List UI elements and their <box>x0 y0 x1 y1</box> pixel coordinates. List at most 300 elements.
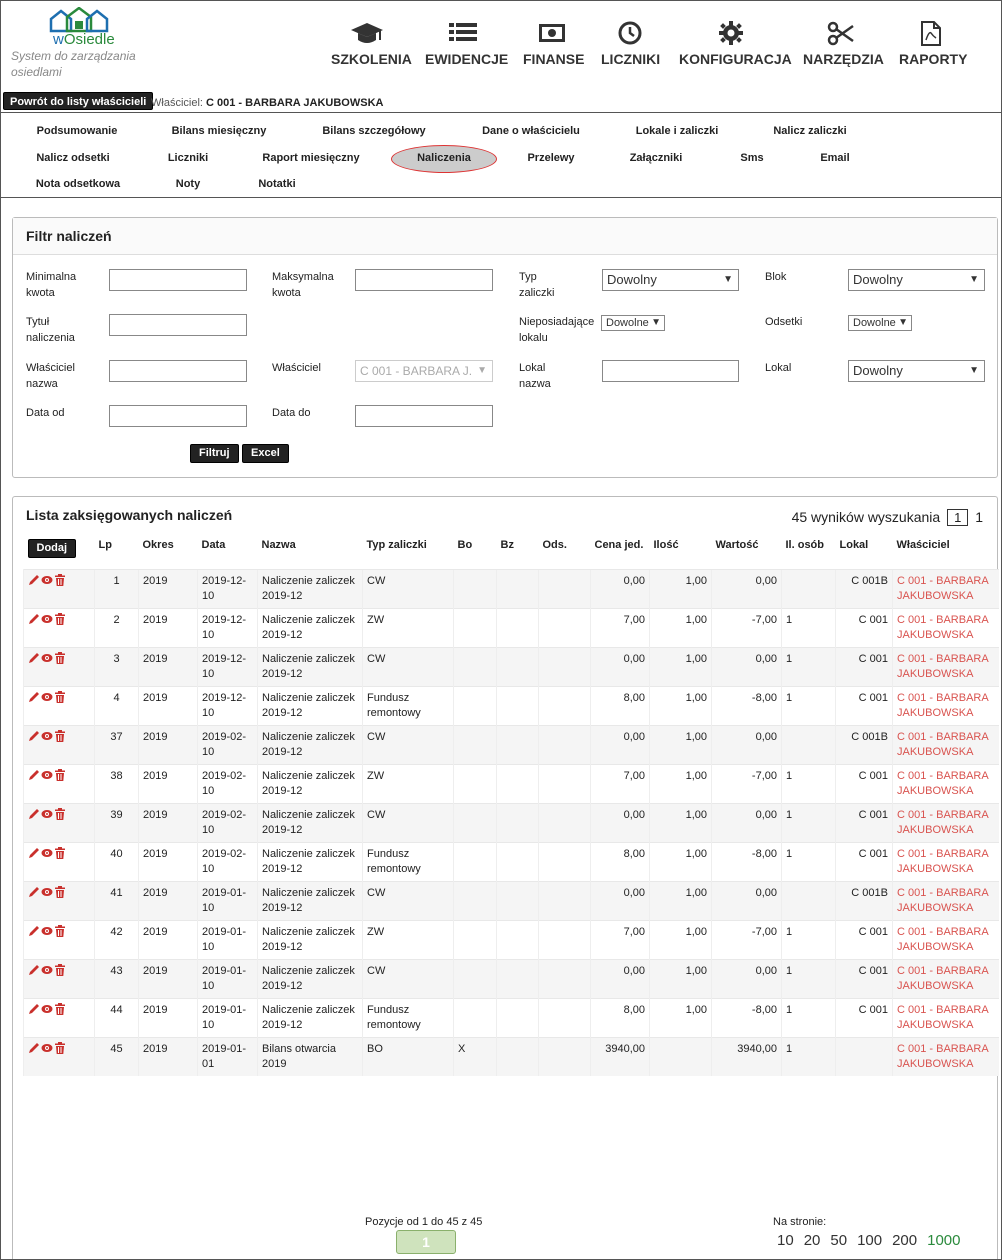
filter-panel <box>12 217 998 478</box>
cell-nazwa: Naliczenie zaliczek 2019-12 <box>258 608 363 647</box>
tab-sms[interactable]: Sms <box>740 152 764 164</box>
row-actions <box>24 725 95 764</box>
pdf-file-icon <box>920 21 942 47</box>
cell-il-osob <box>782 569 836 608</box>
row-actions <box>24 881 95 920</box>
cell-wlasciciel[interactable]: C 001 - BARBARA JAKUBOWSKA <box>893 959 1000 998</box>
cell-bo: X <box>454 1037 497 1076</box>
delete-trash-icon[interactable] <box>54 847 66 859</box>
gear-icon <box>718 21 744 47</box>
cell-bz <box>497 764 539 803</box>
owner-tabs <box>1 116 1001 198</box>
cell-wartosc: 0,00 <box>712 647 782 686</box>
cell-bo <box>454 959 497 998</box>
col-wartosc: Wartość <box>715 539 759 551</box>
edit-pencil-icon[interactable] <box>28 1042 40 1054</box>
delete-trash-icon[interactable] <box>54 886 66 898</box>
cell-ods <box>539 686 591 725</box>
col-bz: Bz <box>500 539 514 551</box>
cell-il-osob: 1 <box>782 647 836 686</box>
view-eye-icon[interactable] <box>41 964 53 976</box>
cell-lp: 3 <box>95 647 139 686</box>
tab-liczniki[interactable]: Liczniki <box>167 152 209 164</box>
chevron-down-icon: ▼ <box>969 365 979 376</box>
cell-ilosc: 1,00 <box>650 959 712 998</box>
title-input[interactable] <box>109 314 247 336</box>
view-eye-icon[interactable] <box>41 574 53 586</box>
table-row <box>24 686 1000 725</box>
cell-il-osob: 1 <box>782 998 836 1037</box>
cell-lp: 41 <box>95 881 139 920</box>
filter-button[interactable]: Filtruj <box>190 444 239 463</box>
delete-trash-icon[interactable] <box>54 964 66 976</box>
cell-typ: ZW <box>363 608 454 647</box>
tab-bilans-miesieczny[interactable]: Bilans miesięczny <box>171 125 267 137</box>
cell-lp: 44 <box>95 998 139 1037</box>
cell-okres: 2019 <box>139 725 198 764</box>
cell-okres: 2019 <box>139 764 198 803</box>
per-page-option-50[interactable]: 50 <box>830 1232 848 1249</box>
cell-il-osob: 1 <box>782 842 836 881</box>
view-eye-icon[interactable] <box>41 925 53 937</box>
max-amount-label: Maksymalna kwota <box>272 271 334 299</box>
list-title: Lista zaksięgowanych naliczeń <box>26 507 233 523</box>
edit-pencil-icon[interactable] <box>28 1003 40 1015</box>
nav-finanse[interactable]: FINANSE <box>523 21 581 67</box>
cell-okres: 2019 <box>139 569 198 608</box>
cell-bz <box>497 725 539 764</box>
tab-email[interactable]: Email <box>820 152 850 164</box>
cell-wartosc: 3940,00 <box>712 1037 782 1076</box>
cell-okres: 2019 <box>139 608 198 647</box>
cell-wlasciciel[interactable]: C 001 - BARBARA JAKUBOWSKA <box>893 647 1000 686</box>
tab-nalicz-zaliczki[interactable]: Nalicz zaliczki <box>773 125 847 137</box>
cell-il-osob: 1 <box>782 764 836 803</box>
row-actions <box>24 608 95 647</box>
col-data: Data <box>201 539 226 551</box>
col-ilosc: Ilość <box>653 539 679 551</box>
cell-il-osob: 1 <box>782 686 836 725</box>
delete-trash-icon[interactable] <box>54 769 66 781</box>
per-page-option-100[interactable]: 100 <box>857 1232 883 1249</box>
cell-il-osob: 1 <box>782 803 836 842</box>
cell-bo <box>454 608 497 647</box>
cell-lp: 4 <box>95 686 139 725</box>
view-eye-icon[interactable] <box>41 730 53 742</box>
cell-wlasciciel[interactable]: C 001 - BARBARA JAKUBOWSKA <box>893 881 1000 920</box>
col-lokal: Lokal <box>839 539 869 551</box>
cell-ilosc <box>650 1037 712 1076</box>
cell-typ: CW <box>363 959 454 998</box>
cell-lokal: C 001B <box>836 725 893 764</box>
table-row <box>24 608 1000 647</box>
cell-data: 2019-01-10 <box>198 959 258 998</box>
row-actions <box>24 686 95 725</box>
cell-cena: 0,00 <box>591 725 650 764</box>
results-info: 45 wyników wyszukania 1 1 <box>791 509 983 525</box>
table-row <box>24 1037 1000 1076</box>
table-row <box>24 803 1000 842</box>
cell-ilosc: 1,00 <box>650 920 712 959</box>
cell-typ: Fundusz remontowy <box>363 998 454 1037</box>
tab-naliczenia[interactable]: Naliczenia <box>391 147 503 169</box>
edit-pencil-icon[interactable] <box>28 769 40 781</box>
cell-cena: 0,00 <box>591 569 650 608</box>
delete-trash-icon[interactable] <box>54 1003 66 1015</box>
cell-wlasciciel[interactable]: C 001 - BARBARA JAKUBOWSKA <box>893 764 1000 803</box>
cell-nazwa: Bilans otwarcia 2019 <box>258 1037 363 1076</box>
cell-lp: 1 <box>95 569 139 608</box>
edit-pencil-icon[interactable] <box>28 847 40 859</box>
owner-name-label: Właściciel nazwa <box>26 362 75 390</box>
interest-select[interactable]: Dowolne ▼ <box>848 315 912 331</box>
cell-nazwa: Naliczenie zaliczek 2019-12 <box>258 842 363 881</box>
cell-bo <box>454 842 497 881</box>
view-eye-icon[interactable] <box>41 1003 53 1015</box>
delete-trash-icon[interactable] <box>54 613 66 625</box>
col-nazwa: Nazwa <box>261 539 296 551</box>
cell-nazwa: Naliczenie zaliczek 2019-12 <box>258 881 363 920</box>
cell-cena: 0,00 <box>591 881 650 920</box>
nav-szkolenia[interactable]: SZKOLENIA <box>331 21 403 67</box>
cell-ods <box>539 764 591 803</box>
cell-data: 2019-12-10 <box>198 569 258 608</box>
chevron-down-icon: ▼ <box>477 365 487 376</box>
cell-wartosc: 0,00 <box>712 569 782 608</box>
nav-ewidencje[interactable]: EWIDENCJE <box>425 21 501 67</box>
block-label: Blok <box>765 271 787 283</box>
cell-wlasciciel[interactable]: C 001 - BARBARA JAKUBOWSKA <box>893 920 1000 959</box>
cell-ods <box>539 920 591 959</box>
view-eye-icon[interactable] <box>41 1042 53 1054</box>
cell-nazwa: Naliczenie zaliczek 2019-12 <box>258 725 363 764</box>
cell-nazwa: Naliczenie zaliczek 2019-12 <box>258 764 363 803</box>
tab-bilans-szczegolowy[interactable]: Bilans szczegółowy <box>322 125 426 137</box>
title-label: Tytuł naliczenia <box>26 316 75 344</box>
cell-wlasciciel[interactable]: C 001 - BARBARA JAKUBOWSKA <box>893 998 1000 1037</box>
cell-okres: 2019 <box>139 959 198 998</box>
cell-nazwa: Naliczenie zaliczek 2019-12 <box>258 920 363 959</box>
cell-il-osob <box>782 881 836 920</box>
cell-lp: 43 <box>95 959 139 998</box>
owner-label: Właściciel <box>272 362 321 374</box>
cell-lokal: C 001B <box>836 881 893 920</box>
cell-wartosc: -7,00 <box>712 764 782 803</box>
cell-il-osob: 1 <box>782 608 836 647</box>
cell-typ: ZW <box>363 920 454 959</box>
chevron-down-icon: ▼ <box>898 317 908 328</box>
cell-bz <box>497 686 539 725</box>
owner-name-input[interactable] <box>109 360 247 382</box>
cell-bo <box>454 725 497 764</box>
cell-okres: 2019 <box>139 803 198 842</box>
col-ods: Ods. <box>542 539 567 551</box>
table-row <box>24 881 1000 920</box>
edit-pencil-icon[interactable] <box>28 730 40 742</box>
view-eye-icon[interactable] <box>41 847 53 859</box>
cell-wlasciciel[interactable]: C 001 - BARBARA JAKUBOWSKA <box>893 1037 1000 1076</box>
cell-data: 2019-01-10 <box>198 998 258 1037</box>
cell-lp: 37 <box>95 725 139 764</box>
logo-text: wOsiedle <box>53 31 115 48</box>
owner-select: C 001 - BARBARA J. ▼ <box>355 360 493 382</box>
col-typ: Typ zaliczki <box>366 539 427 551</box>
per-page-option-20[interactable]: 20 <box>803 1232 821 1249</box>
view-eye-icon[interactable] <box>41 652 53 664</box>
cell-typ: CW <box>363 803 454 842</box>
cell-bz <box>497 569 539 608</box>
edit-pencil-icon[interactable] <box>28 652 40 664</box>
interest-label: Odsetki <box>765 316 803 328</box>
table-row <box>24 920 1000 959</box>
cell-typ: Fundusz remontowy <box>363 842 454 881</box>
pager-info: Pozycje od 1 do 45 z 45 <box>365 1216 483 1228</box>
delete-trash-icon[interactable] <box>54 808 66 820</box>
cell-okres: 2019 <box>139 842 198 881</box>
delete-trash-icon[interactable] <box>54 574 66 586</box>
cell-wartosc: -8,00 <box>712 842 782 881</box>
edit-pencil-icon[interactable] <box>28 964 40 976</box>
per-page-options <box>777 1232 971 1249</box>
cell-wlasciciel[interactable]: C 001 - BARBARA JAKUBOWSKA <box>893 803 1000 842</box>
delete-trash-icon[interactable] <box>54 652 66 664</box>
cell-bz <box>497 1037 539 1076</box>
col-cena: Cena jed. <box>594 539 644 551</box>
cell-ilosc: 1,00 <box>650 998 712 1037</box>
cell-typ: BO <box>363 1037 454 1076</box>
tab-noty[interactable]: Noty <box>175 178 201 190</box>
table-row <box>24 569 1000 608</box>
cell-bo <box>454 569 497 608</box>
nav-konfiguracja[interactable]: KONFIGURACJA <box>679 21 783 67</box>
cell-typ: CW <box>363 569 454 608</box>
row-actions <box>24 569 95 608</box>
cell-cena: 0,00 <box>591 647 650 686</box>
view-eye-icon[interactable] <box>41 886 53 898</box>
cell-bo <box>454 998 497 1037</box>
premises-name-input[interactable] <box>602 360 739 382</box>
cell-ilosc: 1,00 <box>650 764 712 803</box>
cell-cena: 8,00 <box>591 686 650 725</box>
cell-lokal: C 001 <box>836 608 893 647</box>
cell-bz <box>497 842 539 881</box>
cell-il-osob: 1 <box>782 920 836 959</box>
advance-type-select[interactable]: Dowolny ▼ <box>602 269 739 291</box>
cell-bo <box>454 764 497 803</box>
cell-ods <box>539 569 591 608</box>
excel-button[interactable]: Excel <box>242 444 289 463</box>
table-row <box>24 959 1000 998</box>
row-actions <box>24 1037 95 1076</box>
cell-bo <box>454 647 497 686</box>
cell-ods <box>539 959 591 998</box>
table-row <box>24 764 1000 803</box>
premises-select[interactable]: Dowolny ▼ <box>848 360 985 382</box>
owner-line: Właściciel: C 001 - BARBARA JAKUBOWSKA <box>151 97 384 109</box>
cell-cena: 8,00 <box>591 998 650 1037</box>
cell-ilosc: 1,00 <box>650 725 712 764</box>
cell-lokal: C 001 <box>836 803 893 842</box>
edit-pencil-icon[interactable] <box>28 574 40 586</box>
date-from-label: Data od <box>26 407 65 419</box>
cell-lp: 42 <box>95 920 139 959</box>
delete-trash-icon[interactable] <box>54 730 66 742</box>
nav-narzedzia[interactable]: NARZĘDZIA <box>803 21 879 67</box>
cell-nazwa: Naliczenie zaliczek 2019-12 <box>258 686 363 725</box>
header <box>1 1 1001 93</box>
edit-pencil-icon[interactable] <box>28 925 40 937</box>
cell-lokal: C 001 <box>836 959 893 998</box>
cell-wartosc: -8,00 <box>712 998 782 1037</box>
nav-liczniki[interactable]: LICZNIKI <box>601 21 659 67</box>
cell-bz <box>497 647 539 686</box>
page-number-input[interactable]: 1 <box>947 509 968 526</box>
cell-bz <box>497 998 539 1037</box>
cell-il-osob <box>782 725 836 764</box>
cell-typ: CW <box>363 881 454 920</box>
date-to-input[interactable] <box>355 405 493 427</box>
date-from-input[interactable] <box>109 405 247 427</box>
cell-okres: 2019 <box>139 1037 198 1076</box>
row-actions <box>24 959 95 998</box>
cell-lokal: C 001 <box>836 764 893 803</box>
delete-trash-icon[interactable] <box>54 691 66 703</box>
cell-lokal: C 001B <box>836 569 893 608</box>
cell-il-osob: 1 <box>782 959 836 998</box>
money-icon <box>537 21 567 47</box>
chevron-down-icon: ▼ <box>651 317 661 328</box>
cell-data: 2019-01-10 <box>198 881 258 920</box>
cell-ilosc: 1,00 <box>650 686 712 725</box>
tab-zalaczniki[interactable]: Załączniki <box>629 152 683 164</box>
premises-label: Lokal <box>765 362 792 374</box>
per-page-option-200[interactable]: 200 <box>892 1232 918 1249</box>
cell-data: 2019-12-10 <box>198 608 258 647</box>
cell-wlasciciel[interactable]: C 001 - BARBARA JAKUBOWSKA <box>893 569 1000 608</box>
col-bo: Bo <box>457 539 473 551</box>
cell-wartosc: 0,00 <box>712 881 782 920</box>
cell-bo <box>454 881 497 920</box>
cell-lp: 2 <box>95 608 139 647</box>
cell-data: 2019-01-01 <box>198 1037 258 1076</box>
col-wlasciciel: Właściciel <box>896 539 950 551</box>
filter-title: Filtr naliczeń <box>13 218 997 255</box>
list-icon <box>448 21 478 47</box>
houses-logo-icon <box>47 7 111 33</box>
cell-wlasciciel[interactable]: C 001 - BARBARA JAKUBOWSKA <box>893 842 1000 881</box>
cell-okres: 2019 <box>139 647 198 686</box>
no-premises-label: Nieposiadające lokalu <box>519 316 595 344</box>
add-button[interactable]: Dodaj <box>28 539 77 558</box>
edit-pencil-icon[interactable] <box>28 613 40 625</box>
tab-raport-miesieczny[interactable]: Raport miesięczny <box>262 152 360 164</box>
delete-trash-icon[interactable] <box>54 925 66 937</box>
row-actions <box>24 920 95 959</box>
cell-wlasciciel[interactable]: C 001 - BARBARA JAKUBOWSKA <box>893 608 1000 647</box>
cell-bo <box>454 686 497 725</box>
per-page-option-10[interactable]: 10 <box>777 1232 794 1249</box>
cell-nazwa: Naliczenie zaliczek 2019-12 <box>258 959 363 998</box>
nav-raporty[interactable]: RAPORTY <box>899 21 963 67</box>
max-amount-input[interactable] <box>355 269 493 291</box>
cell-data: 2019-12-10 <box>198 647 258 686</box>
cell-wartosc: 0,00 <box>712 803 782 842</box>
cell-lp: 40 <box>95 842 139 881</box>
tab-lokale-i-zaliczki[interactable]: Lokale i zaliczki <box>635 125 719 137</box>
view-eye-icon[interactable] <box>41 808 53 820</box>
cell-cena: 7,00 <box>591 764 650 803</box>
cell-cena: 7,00 <box>591 920 650 959</box>
cell-wlasciciel[interactable]: C 001 - BARBARA JAKUBOWSKA <box>893 686 1000 725</box>
cell-bo <box>454 920 497 959</box>
cell-okres: 2019 <box>139 881 198 920</box>
cell-bz <box>497 881 539 920</box>
tab-dane-o-wlascicielu[interactable]: Dane o właścicielu <box>482 125 580 137</box>
cell-lokal: C 001 <box>836 842 893 881</box>
cell-wlasciciel[interactable]: C 001 - BARBARA JAKUBOWSKA <box>893 725 1000 764</box>
edit-pencil-icon[interactable] <box>28 808 40 820</box>
cell-ilosc: 1,00 <box>650 608 712 647</box>
back-to-owners-button[interactable]: Powrót do listy właścicieli <box>3 92 153 110</box>
cell-typ: CW <box>363 647 454 686</box>
cell-cena: 0,00 <box>591 803 650 842</box>
block-select[interactable]: Dowolny ▼ <box>848 269 985 291</box>
cell-bz <box>497 803 539 842</box>
row-actions <box>24 647 95 686</box>
tab-notatki[interactable]: Notatki <box>258 178 296 190</box>
cell-ods <box>539 647 591 686</box>
view-eye-icon[interactable] <box>41 691 53 703</box>
cell-cena: 0,00 <box>591 959 650 998</box>
tab-przelewy[interactable]: Przelewy <box>527 152 575 164</box>
view-eye-icon[interactable] <box>41 769 53 781</box>
cell-wartosc: 0,00 <box>712 725 782 764</box>
cell-data: 2019-12-10 <box>198 686 258 725</box>
delete-trash-icon[interactable] <box>54 1042 66 1054</box>
tab-nalicz-odsetki[interactable]: Nalicz odsetki <box>36 152 110 164</box>
per-page-option-1000[interactable]: 1000 <box>927 1232 961 1249</box>
cell-typ: CW <box>363 725 454 764</box>
view-eye-icon[interactable] <box>41 613 53 625</box>
cell-ods <box>539 881 591 920</box>
date-to-label: Data do <box>272 407 311 419</box>
cell-typ: Fundusz remontowy <box>363 686 454 725</box>
cell-nazwa: Naliczenie zaliczek 2019-12 <box>258 803 363 842</box>
cell-lokal: C 001 <box>836 920 893 959</box>
col-lp: Lp <box>98 539 112 551</box>
tab-podsumowanie[interactable]: Podsumowanie <box>36 125 118 137</box>
table-row <box>24 998 1000 1037</box>
list-panel <box>12 496 998 1260</box>
min-amount-input[interactable] <box>109 269 247 291</box>
row-actions <box>24 764 95 803</box>
no-premises-select[interactable]: Dowolne ▼ <box>601 315 665 331</box>
cell-lokal: C 001 <box>836 686 893 725</box>
col-il-osob: Il. osób <box>785 539 824 551</box>
pager-page-button[interactable]: 1 <box>396 1230 456 1254</box>
cell-ods <box>539 725 591 764</box>
tab-nota-odsetkowa[interactable]: Nota odsetkowa <box>35 178 121 190</box>
edit-pencil-icon[interactable] <box>28 886 40 898</box>
cell-lp: 39 <box>95 803 139 842</box>
cell-ilosc: 1,00 <box>650 569 712 608</box>
edit-pencil-icon[interactable] <box>28 691 40 703</box>
table-row <box>24 647 1000 686</box>
cell-ilosc: 1,00 <box>650 842 712 881</box>
owner-name: C 001 - BARBARA JAKUBOWSKA <box>206 97 384 109</box>
cell-okres: 2019 <box>139 920 198 959</box>
cell-cena: 7,00 <box>591 608 650 647</box>
